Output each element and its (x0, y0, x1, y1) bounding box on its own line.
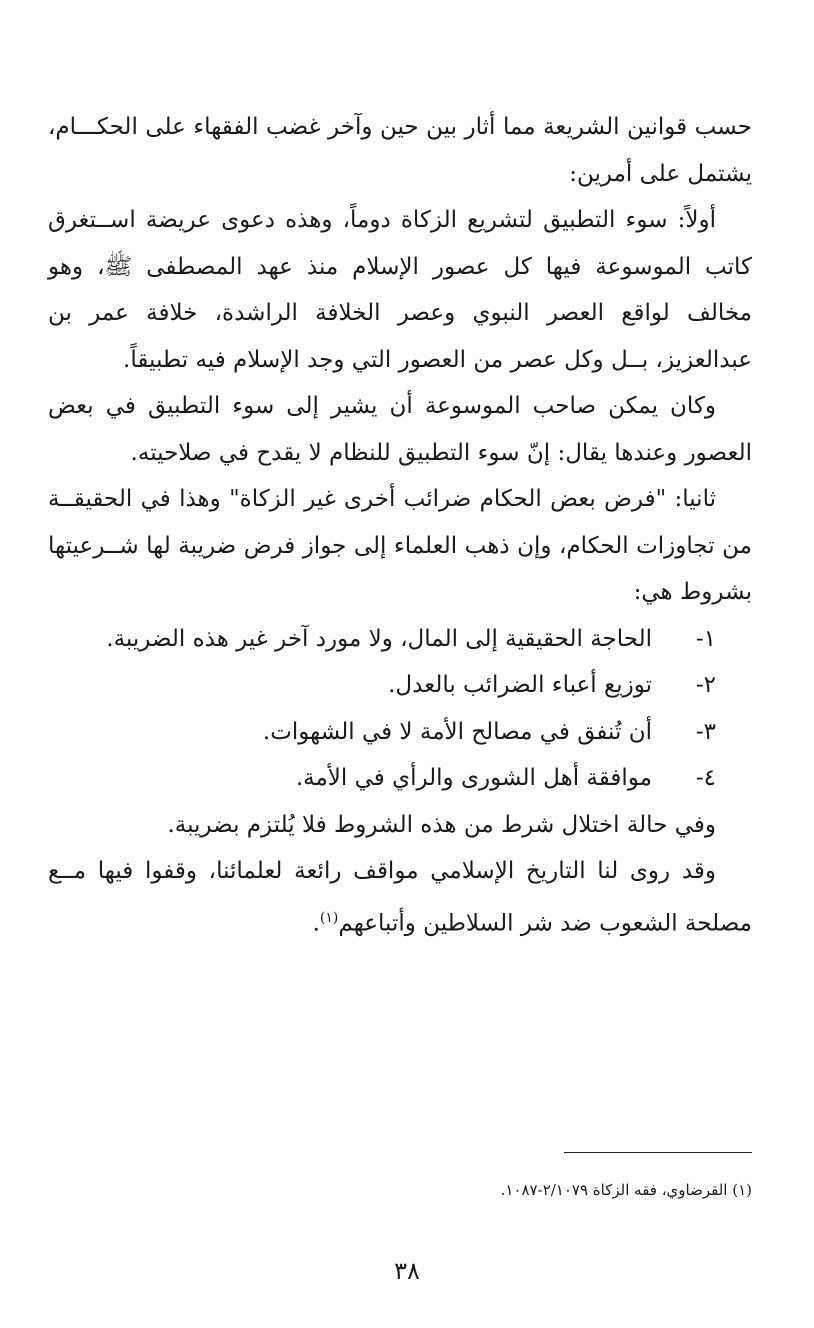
paragraph-intro: حسب قوانين الشريعة مما أثار بين حين وآخر غضب الفقهاء على الحكـــام، يشتمل على أمرين: (48, 114, 752, 187)
list-item-text: توزيع أعباء الضرائب بالعدل. (388, 672, 652, 698)
paragraph-history (48, 848, 752, 947)
closing-period: . (312, 910, 320, 937)
paragraph-second-point: ثانيا: "فرض بعض الحكام ضرائب أخرى غير الزكاة" وهذا في الحقيقــة من تجاوزات الحكام، وإن ذهب العلماء إلى جواز فرض ضريبة لها شــرعيتها بشروط هي: (48, 486, 752, 605)
list-item-number: ٢- (695, 672, 716, 698)
footnote: (١) القرضاوي، فقه الزكاة ٢/١٠٧٩-١٠٨٧. (500, 1181, 752, 1199)
list-item-text: الحاجة الحقيقية إلى المال، ولا مورد آخر غير هذه الضريبة. (106, 625, 652, 652)
list-item (48, 616, 752, 663)
list-item-text: أن تُنفق في مصالح الأمة لا في الشهوات. (262, 718, 652, 745)
list-item-number: ١- (695, 625, 716, 652)
paragraph-history-text: وقد روى لنا التاريخ الإسلامي مواقف رائعة لعلمائنا، وقفوا فيها مــع مصلحة الشعوب ضد شر السلاطين وأتباعهم (48, 858, 752, 937)
page-number: ٣٨ (394, 1257, 420, 1285)
list-item-number: ٤- (695, 765, 716, 791)
list-item-text: موافقة أهل الشورى والرأي في الأمة. (295, 765, 652, 791)
list-item (48, 709, 752, 756)
footnote-divider (564, 1152, 752, 1153)
list-item-number: ٣- (695, 718, 716, 745)
paragraph-first-point: أولاً: سوء التطبيق لتشريع الزكاة دوماً، وهذه دعوى عريضة اســتغرق كاتب الموسوعة فيها كل عصور الإسلام منذ عهد المصطفى ﷺ، وهو مخالف لواقع العصر النبوي وعصر الخلافة الراشدة، خلافة عمر بن عبدالعزيز، بــل وكل عصر من العصور التي وجد الإسلام فيه تطبيقاً. (48, 207, 752, 373)
paragraph-condition-breach: وفي حالة اختلال شرط من هذه الشروط فلا يُلتزم بضريبة. (167, 811, 716, 838)
paragraph-application: وكان يمكن صاحب الموسوعة أن يشير إلى سوء التطبيق في بعض العصور وعندها يقال: إنّ سوء التطبيق للنظام لا يقدح في صلاحيته. (48, 393, 752, 466)
footnote-reference[interactable]: (١) (319, 909, 339, 926)
body-text (48, 104, 752, 947)
conditions-list (48, 616, 752, 802)
list-item (48, 755, 752, 802)
list-item (48, 662, 752, 709)
